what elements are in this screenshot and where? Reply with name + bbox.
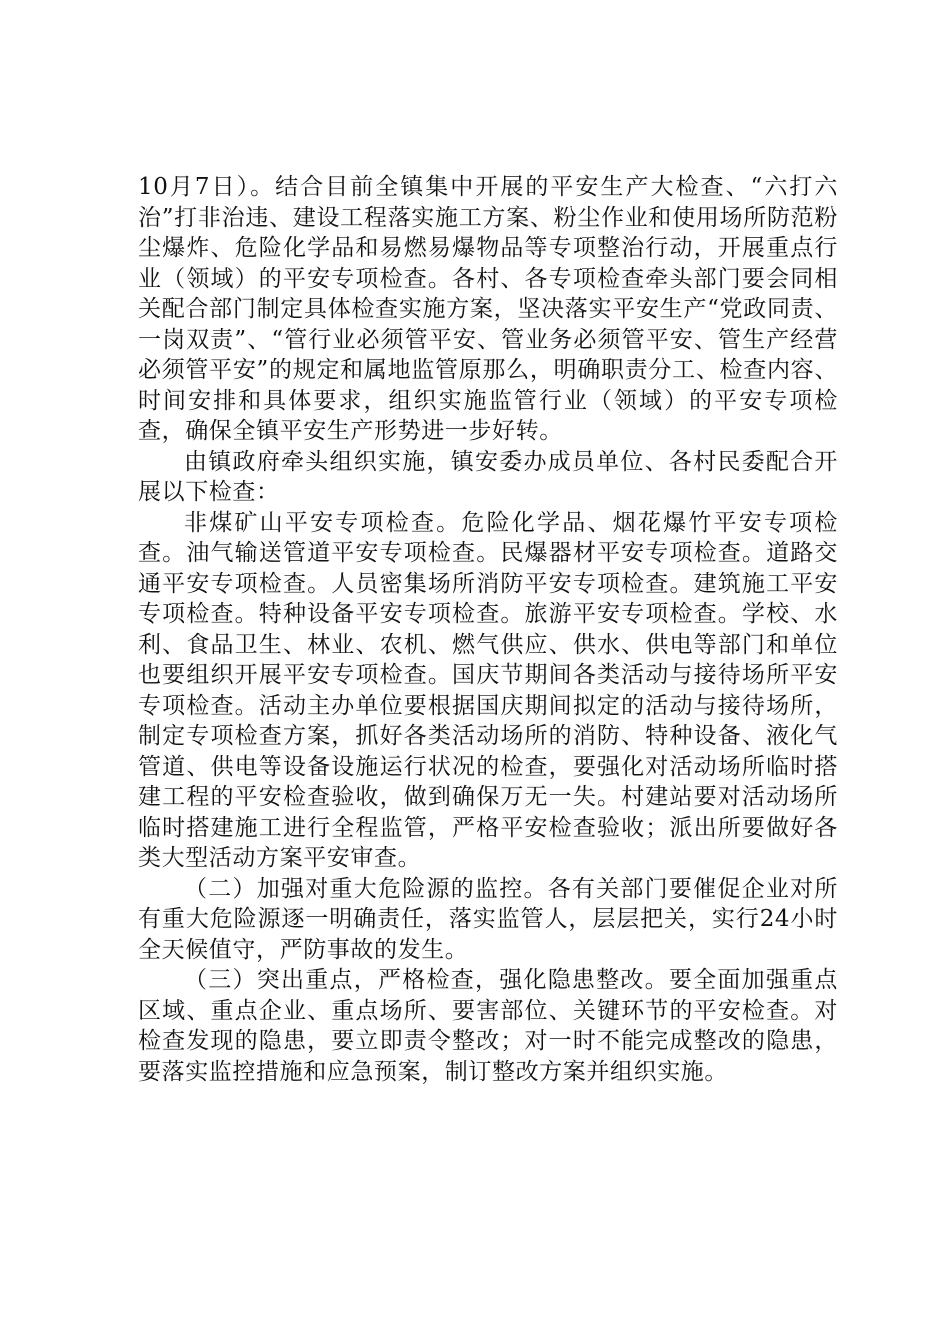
paragraph-organizer: 由镇政府牵头组织实施，镇安委办成员单位、各村民委配合开展以下检查： xyxy=(138,448,838,505)
paragraph-hidden-danger-rectification: （三）突出重点，严格检查，强化隐患整改。要全面加强重点区域、重点企业、重点场所、要害部位、关键环节的平安检查。对检查发现的隐患，要立即责令整改；对一时不能完成整改的隐患，要落实监控措施和应急预案，制订整改方案并组织实施。 xyxy=(138,967,838,1085)
paragraph-continued-inspection-plan: 10月7日）。结合目前全镇集中开展的平安生产大检查、“六打六治”打非治违、建设工程落实施工方案、粉尘作业和使用场所防范粉尘爆炸、危险化学品和易燃易爆物品等专项整治行动，开展重点行业（领域）的平安专项检查。各村、各专项检查牵头部门要会同相关配合部门制定具体检查实施方案，坚决落实平安生产“党政同责、一岗双责”、“管行业必须管平安、管业务必须管平安、管生产经营必须管平安”的规定和属地监管原那么，明确职责分工、检查内容、时间安排和具体要求，组织实施监管行业（领域）的平安专项检查，确保全镇平安生产形势进一步好转。 xyxy=(138,174,838,444)
paragraph-special-inspections: 非煤矿山平安专项检查。危险化学品、烟花爆竹平安专项检查。油气输送管道平安专项检查。民爆器材平安专项检查。道路交通平安专项检查。人员密集场所消防平安专项检查。建筑施工平安专项检查。特种设备平安专项检查。旅游平安专项检查。学校、水利、食品卫生、林业、农机、燃气供应、供水、供电等部门和单位也要组织开展平安专项检查。国庆节期间各类活动与接待场所平安专项检查。活动主办单位要根据国庆期间拟定的活动与接待场所，制定专项检查方案，抓好各类活动场所的消防、特种设备、液化气管道、供电等设备设施运行状况的检查，要强化对活动场所临时搭建工程的平安检查验收，做到确保万无一失。村建站要对活动场所临时搭建施工进行全程监管，严格平安检查验收；派出所要做好各类大型活动方案平安审查。 xyxy=(138,509,838,871)
paragraph-hazard-monitoring: （二）加强对重大危险源的监控。各有关部门要催促企业对所有重大危险源逐一明确责任，落实监管人，层层把关，实行24小时全天候值守，严防事故的发生。 xyxy=(138,875,838,963)
document-page xyxy=(138,172,838,1087)
